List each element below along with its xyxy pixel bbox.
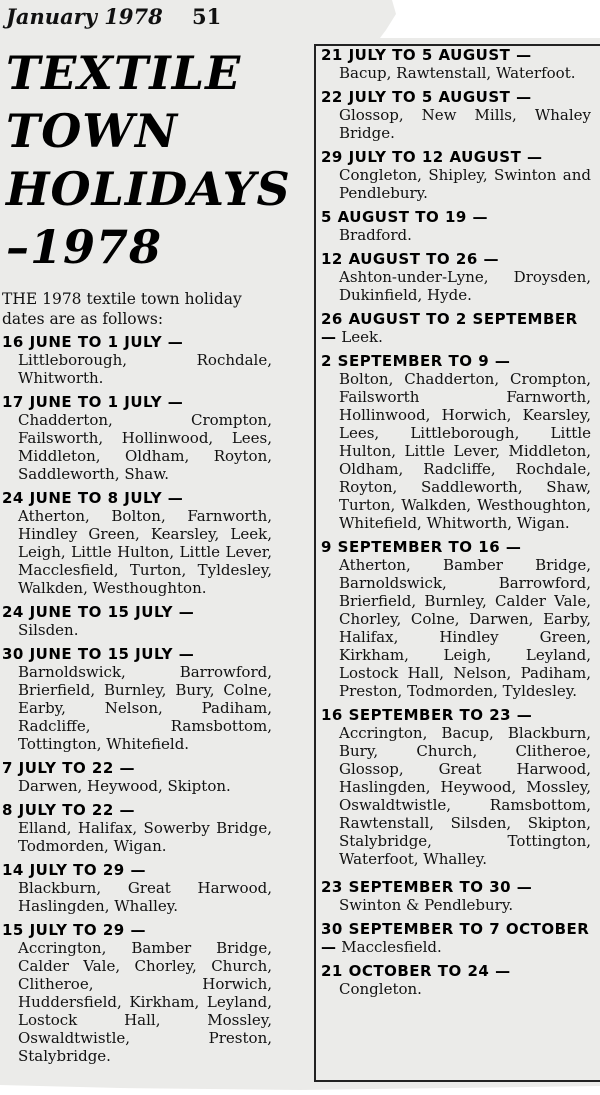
holiday-entry xyxy=(321,310,591,346)
holiday-dates: 30 SEPTEMBER TO 7 OCTOBER — xyxy=(321,920,590,956)
holiday-dates: 9 SEPTEMBER TO 16 — xyxy=(321,538,522,556)
holiday-dates: 16 SEPTEMBER TO 23 — xyxy=(321,706,533,724)
holiday-towns: Barnoldswick, Barrowford, Brierfield, Burnley, Bury, Colne, Earby, Nelson, Padiham, Radcliffe, Ramsbottom, Tottington, Whitefield. xyxy=(18,663,272,753)
left-column xyxy=(2,333,272,1065)
holiday-entry xyxy=(2,801,272,855)
holiday-entry xyxy=(321,46,591,82)
holiday-dates: 15 JULY TO 29 — xyxy=(2,921,146,939)
box-rule-bottom xyxy=(316,1080,600,1082)
holiday-towns: Leek. xyxy=(341,328,383,346)
holiday-towns: Swinton & Pendlebury. xyxy=(339,896,514,914)
holiday-towns: Ashton-under-Lyne, Droysden, Dukinfield, Hyde. xyxy=(339,268,591,304)
headline-line: TEXTILE xyxy=(6,46,242,100)
holiday-dates: 23 SEPTEMBER TO 30 — xyxy=(321,878,533,896)
holiday-dates: 16 JUNE TO 1 JULY — xyxy=(2,333,184,351)
holiday-dates: 2 SEPTEMBER TO 9 — xyxy=(321,352,511,370)
holiday-towns: Congleton. xyxy=(339,980,422,998)
holiday-dates: 8 JULY TO 22 — xyxy=(2,801,136,819)
holiday-dates: 7 JULY TO 22 — xyxy=(2,759,136,777)
holiday-dates: 30 JUNE TO 15 JULY — xyxy=(2,645,195,663)
holiday-entry xyxy=(2,921,272,1065)
headline-line: –1978 xyxy=(6,220,163,274)
holiday-dates: 24 JUNE TO 15 JULY — xyxy=(2,603,195,621)
holiday-dates: 5 AUGUST TO 19 — xyxy=(321,208,489,226)
holiday-dates: 22 JULY TO 5 AUGUST — xyxy=(321,88,532,106)
holiday-entry xyxy=(2,603,272,639)
holiday-towns: Darwen, Heywood, Skipton. xyxy=(18,777,231,795)
holiday-towns: Elland, Halifax, Sowerby Bridge, Todmorden, Wigan. xyxy=(18,819,272,855)
header-month: January 1978 xyxy=(6,4,163,29)
holiday-entry xyxy=(2,759,272,795)
holiday-entry xyxy=(321,538,591,700)
holiday-towns: Accrington, Bamber Bridge, Calder Vale, Chorley, Church, Clitheroe, Horwich, Huddersfield, Kirkham, Leyland, Lostock Hall, Mossley, Oswaldtwistle, Preston, Stalybridge. xyxy=(18,939,272,1065)
holiday-towns: Macclesfield. xyxy=(341,938,442,956)
headline-line: TOWN xyxy=(6,104,179,158)
right-column xyxy=(321,46,591,998)
holiday-dates: 26 AUGUST TO 2 SEPTEMBER — xyxy=(321,310,578,346)
holiday-entry xyxy=(2,645,272,753)
holiday-towns: Bolton, Chadderton, Crompton, Failsworth Farnworth, Hollinwood, Horwich, Kearsley, Lees, Littleborough, Little Hulton, Little Lever, Middleton, Oldham, Radcliffe, Rochdale, Royton, Saddleworth, Shaw, Turton, Walkden, Westhoughton, Whitefield, Whitworth, Wigan. xyxy=(339,370,591,532)
holiday-dates: 24 JUNE TO 8 JULY — xyxy=(2,489,184,507)
page-header xyxy=(4,4,304,32)
headline-line: HOLIDAYS xyxy=(6,162,291,216)
holiday-towns: Glossop, New Mills, Whaley Bridge. xyxy=(339,106,591,142)
holiday-dates: 17 JUNE TO 1 JULY — xyxy=(2,393,184,411)
holiday-towns: Atherton, Bamber Bridge, Barnoldswick, Barrowford, Brierfield, Burnley, Calder Vale, Chorley, Colne, Darwen, Earby, Halifax, Hindley Green, Kirkham, Leigh, Leyland, Lostock Hall, Nelson, Padiham, Preston, Todmorden, Tyldesley. xyxy=(339,556,591,700)
holiday-towns: Accrington, Bacup, Blackburn, Bury, Church, Clitheroe, Glossop, Great Harwood, Haslingden, Heywood, Mossley, Oswaldtwistle, Ramsbottom, Rawtenstall, Silsden, Skipton, Stalybridge, Tottington, Waterfoot, Whalley. xyxy=(339,724,591,868)
holiday-entry xyxy=(321,878,591,914)
holiday-towns: Littleborough, Rochdale, Whitworth. xyxy=(18,351,272,387)
holiday-towns: Congleton, Shipley, Swinton and Pendlebury. xyxy=(339,166,591,202)
holiday-dates: 29 JULY TO 12 AUGUST — xyxy=(321,148,543,166)
holiday-entry xyxy=(321,88,591,142)
holiday-towns: Bradford. xyxy=(339,226,412,244)
holiday-entry xyxy=(321,962,591,998)
holiday-dates: 21 OCTOBER TO 24 — xyxy=(321,962,511,980)
holiday-entry xyxy=(2,861,272,915)
holiday-dates: 14 JULY TO 29 — xyxy=(2,861,146,879)
holiday-entry xyxy=(321,148,591,202)
holiday-entry xyxy=(2,393,272,483)
holiday-towns: Bacup, Rawtenstall, Waterfoot. xyxy=(339,64,576,82)
intro-paragraph: THE 1978 textile town holiday dates are as follows: xyxy=(2,290,242,328)
header-page-number: 51 xyxy=(192,4,222,29)
holiday-towns: Chadderton, Crompton, Failsworth, Hollinwood, Lees, Middleton, Oldham, Royton, Saddleworth, Shaw. xyxy=(18,411,272,483)
headline xyxy=(6,44,306,276)
holiday-towns: Blackburn, Great Harwood, Haslingden, Whalley. xyxy=(18,879,272,915)
holiday-entry xyxy=(2,489,272,597)
holiday-entry xyxy=(321,920,591,956)
holiday-entry xyxy=(321,250,591,304)
holiday-entry xyxy=(2,333,272,387)
holiday-entry xyxy=(321,208,591,244)
holiday-towns: Silsden. xyxy=(18,621,79,639)
column-rule xyxy=(314,44,316,1082)
holiday-entry xyxy=(321,352,591,532)
holiday-entry xyxy=(321,706,591,868)
holiday-towns: Atherton, Bolton, Farnworth, Hindley Green, Kearsley, Leek, Leigh, Little Hulton, Little Lever, Macclesfield, Turton, Tyldesley, Walkden, Westhoughton. xyxy=(18,507,272,597)
holiday-dates: 12 AUGUST TO 26 — xyxy=(321,250,499,268)
holiday-dates: 21 JULY TO 5 AUGUST — xyxy=(321,46,532,64)
